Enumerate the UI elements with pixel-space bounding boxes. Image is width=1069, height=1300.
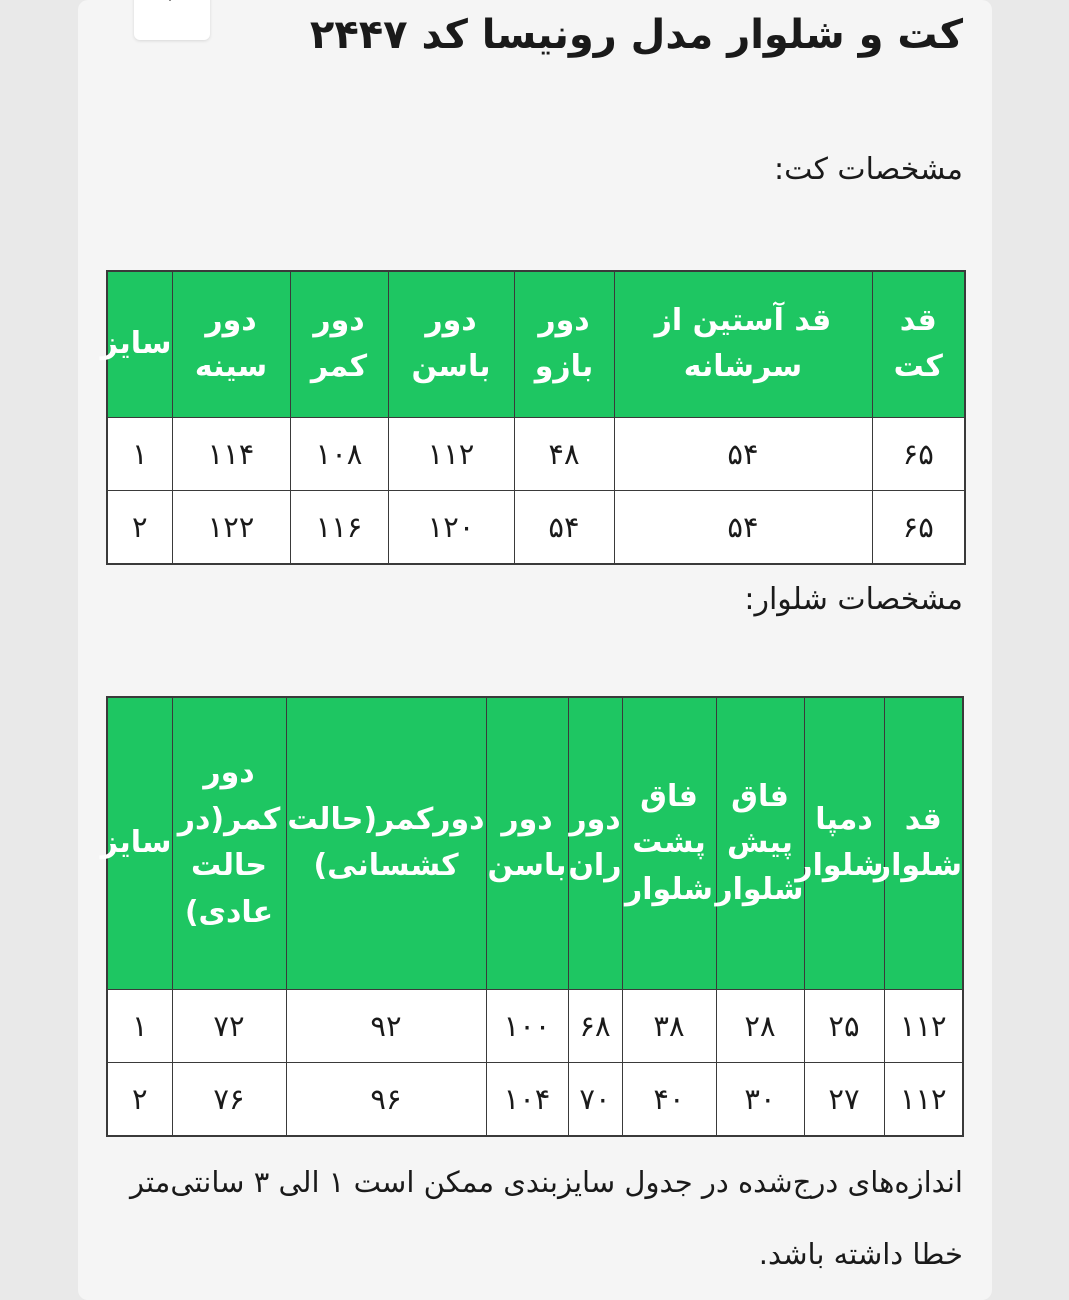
close-icon <box>154 0 186 16</box>
table-cell: ۲۸ <box>716 989 804 1062</box>
table-cell: ۱۱۲ <box>884 989 963 1062</box>
table-row <box>107 417 965 490</box>
table-cell: ۶۵ <box>872 417 965 490</box>
header-cell: قد کت <box>872 271 965 417</box>
table-cell: ۲۵ <box>804 989 884 1062</box>
header-cell: قد شلوار <box>884 697 963 989</box>
table-cell: ۷۲ <box>172 989 286 1062</box>
page-title: کت و شلوار مدل رونیسا کد ۲۴۴۷ <box>309 12 963 58</box>
header-cell: دور باسن <box>388 271 514 417</box>
table-row <box>107 1062 963 1136</box>
table-cell: ۶۵ <box>872 490 965 564</box>
header-cell: دور سینه <box>172 271 290 417</box>
table-cell: ۲ <box>107 1062 172 1136</box>
header-cell: قد آستین از سرشانه <box>614 271 872 417</box>
table-cell: ۱۱۲ <box>388 417 514 490</box>
jacket-heading: مشخصات کت: <box>774 152 963 187</box>
header-cell: فاق پشت شلوار <box>622 697 716 989</box>
pants-table <box>100 696 964 1137</box>
header-cell: سایز <box>107 271 172 417</box>
header-cell: دور بازو <box>514 271 614 417</box>
pants-heading: مشخصات شلوار: <box>744 582 963 617</box>
table-row <box>107 490 965 564</box>
header-cell: دور ران <box>568 697 622 989</box>
size-error-note: اندازه‌های درج‌شده در جدول سایزبندی ممکن است ۱ الی ۳ سانتی‌متر خطا داشته باشد. <box>130 1165 963 1271</box>
table-cell: ۳۸ <box>622 989 716 1062</box>
table-cell: ۵۴ <box>614 417 872 490</box>
table-row <box>107 989 963 1062</box>
table-cell: ۷۶ <box>172 1062 286 1136</box>
table-cell: ۱۱۴ <box>172 417 290 490</box>
table-cell: ۹۲ <box>286 989 486 1062</box>
table-header-row <box>107 271 965 417</box>
header-cell: دور کمر <box>290 271 388 417</box>
table-cell: ۵۴ <box>614 490 872 564</box>
table-cell: ۱۲۰ <box>388 490 514 564</box>
table-cell: ۱۱۶ <box>290 490 388 564</box>
table-cell: ۳۰ <box>716 1062 804 1136</box>
header-cell: دمپا شلوار <box>804 697 884 989</box>
table-cell: ۵۴ <box>514 490 614 564</box>
header-cell: دورکمر(حالت کشسانی) <box>286 697 486 989</box>
table-cell: ۱۲۲ <box>172 490 290 564</box>
header-cell: دور کمر(در حالت عادی) <box>172 697 286 989</box>
header-cell: فاق پیش شلوار <box>716 697 804 989</box>
table-cell: ۱ <box>107 989 172 1062</box>
table-cell: ۱۰۰ <box>486 989 568 1062</box>
table-cell: ۲۷ <box>804 1062 884 1136</box>
close-button[interactable] <box>134 0 210 40</box>
table-cell: ۱ <box>107 417 172 490</box>
table-cell: ۶۸ <box>568 989 622 1062</box>
table-cell: ۴۰ <box>622 1062 716 1136</box>
table-cell: ۷۰ <box>568 1062 622 1136</box>
jacket-table <box>100 270 966 565</box>
table-cell: ۱۱۲ <box>884 1062 963 1136</box>
table-cell: ۹۶ <box>286 1062 486 1136</box>
header-cell: دور باسن <box>486 697 568 989</box>
table-cell: ۱۰۸ <box>290 417 388 490</box>
table-cell: ۱۰۴ <box>486 1062 568 1136</box>
table-header-row <box>107 697 963 989</box>
table-cell: ۲ <box>107 490 172 564</box>
table-cell: ۴۸ <box>514 417 614 490</box>
header-cell: سایز <box>107 697 172 989</box>
